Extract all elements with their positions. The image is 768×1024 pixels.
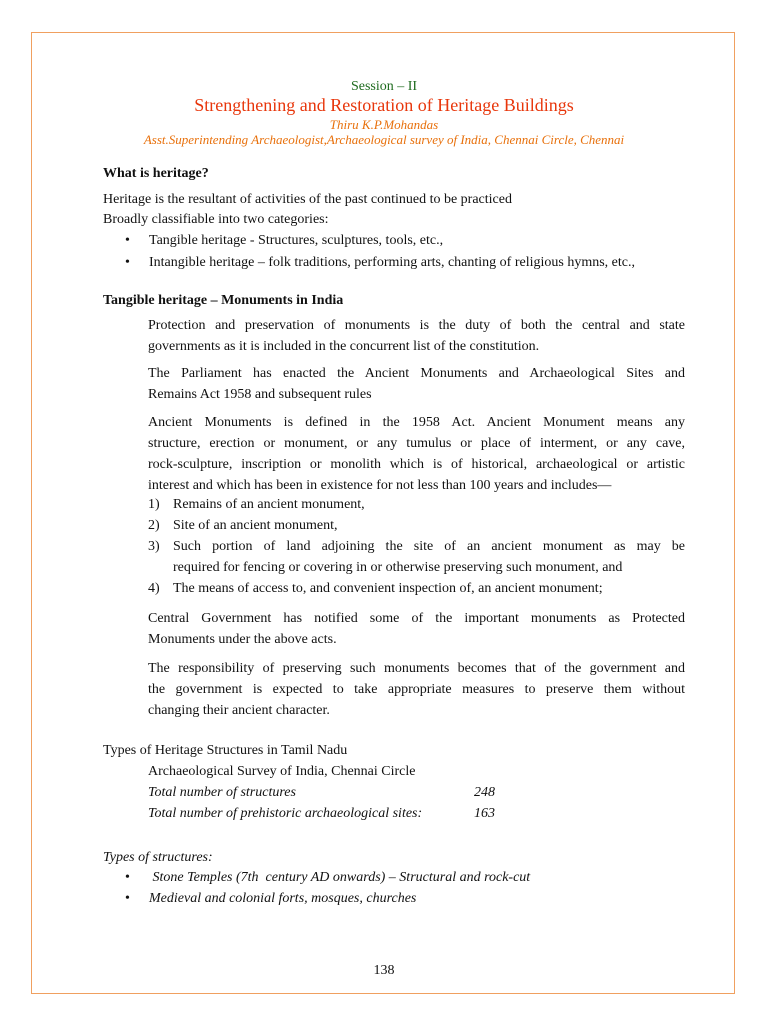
structures-count-label: Total number of structures	[148, 785, 296, 800]
bullet-icon: •	[125, 233, 130, 248]
paragraph-responsibility: The responsibility of preserving such monuments becomes that of the government and the government is expected to take appropriate measures to preserve them without changing their ancient character.	[148, 661, 685, 718]
heritage-categories-intro: Broadly classifiable into two categories:	[103, 212, 329, 227]
page-number: 138	[373, 963, 395, 978]
paragraph-protected-monuments: Central Government has notified some of the important monuments as Protected Monuments under the above acts.	[148, 611, 685, 647]
bullet-icon: •	[125, 255, 130, 270]
structures-count-value: 248	[474, 785, 495, 800]
sites-count-label: Total number of prehistoric archaeological sites:	[148, 806, 423, 821]
session-label: Session – II	[350, 79, 418, 94]
page-title: Strengthening and Restoration of Heritage Buildings	[194, 95, 574, 115]
author-affiliation: Asst.Superintending Archaeologist,Archaeological survey of India, Chennai Circle, Chennai	[143, 132, 625, 147]
heading-types-tamil-nadu: Types of Heritage Structures in Tamil Nadu	[103, 743, 348, 758]
paragraph-protection: Protection and preservation of monuments is the duty of both the central and state governments as it is included in the concurrent list of the constitution.	[148, 318, 685, 354]
heading-what-is-heritage: What is heritage?	[103, 166, 209, 181]
heading-types-of-structures: Types of structures:	[103, 850, 213, 865]
heading-tangible-heritage: Tangible heritage – Monuments in India	[103, 293, 344, 308]
bullet-icon: •	[125, 870, 130, 885]
circle-name: Archaeological Survey of India, Chennai Circle	[148, 764, 416, 779]
sites-count-value: 163	[474, 806, 495, 821]
bullet-icon: •	[125, 891, 130, 906]
paragraph-ancient-monuments-definition: Ancient Monuments is defined in the 1958 Act. Ancient Monument means any structure, erection or monument, or any tumulus or place of interment, or any cave, rock-sculpture, inscription or monolith which is of historical, archaeological or artistic interest and which has been in existence for not less than 100 years and includes—	[148, 415, 685, 493]
author-name: Thiru K.P.Mohandas	[329, 117, 439, 132]
paragraph-parliament-act: The Parliament has enacted the Ancient Monuments and Archaeological Sites and Remains Act 1958 and subsequent rules	[148, 366, 685, 402]
heritage-definition: Heritage is the resultant of activities of the past continued to be practiced	[103, 192, 512, 207]
